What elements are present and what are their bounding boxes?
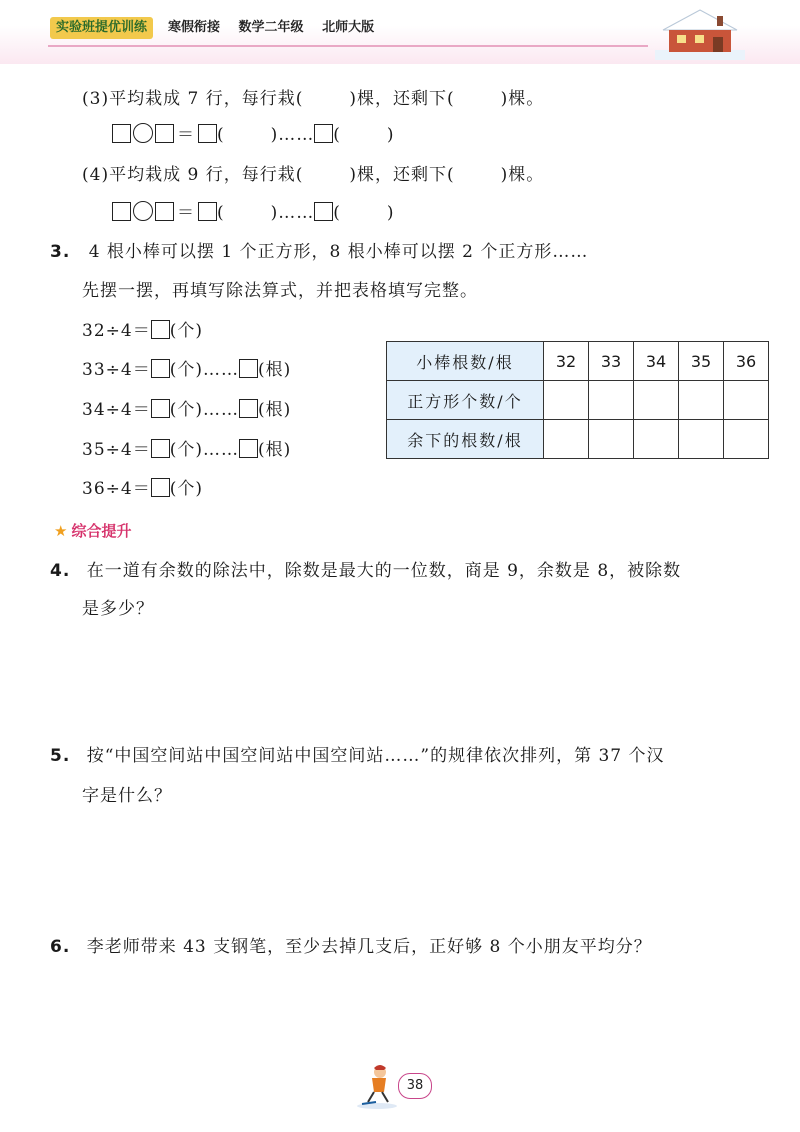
table-row-header: 小棒根数/根 [387, 342, 544, 381]
answer-box[interactable] [314, 124, 333, 143]
unit-ge: (个) [169, 400, 203, 420]
unit-gen: (根) [257, 360, 292, 380]
answer-box[interactable] [151, 320, 170, 339]
star-icon: ★ [54, 522, 68, 540]
page-number: 38 [398, 1073, 432, 1099]
question-number: 6. [50, 937, 71, 957]
q3-eq3-prefix: 34÷4＝ [82, 400, 151, 420]
q2-item3 [82, 84, 544, 109]
table-answer-cell[interactable] [679, 420, 724, 459]
q3-eq2 [82, 355, 291, 380]
paren-close: ) [270, 125, 279, 145]
q3-eq1 [82, 316, 203, 341]
section-title-text: 综合提升 [71, 522, 132, 540]
answer-box[interactable] [314, 202, 333, 221]
q3-eq5-prefix: 36÷4＝ [82, 479, 151, 499]
table-row [387, 420, 769, 459]
header-subject: 数学二年级 [238, 20, 304, 35]
table-answer-cell[interactable] [679, 381, 724, 420]
q2-item4-mid: )棵，还剩下( [349, 165, 455, 185]
operator-circle[interactable] [133, 201, 153, 221]
table-cell: 32 [544, 342, 589, 381]
remainder-dots: …… [202, 400, 239, 420]
answer-box[interactable] [151, 359, 170, 378]
remainder-dots: …… [202, 360, 239, 380]
sticks-table [386, 341, 769, 459]
q5-text1: 按“中国空间站中国空间站中国空间站……”的规律依次排列，第 37 个汉 [86, 746, 665, 766]
unit-ge: (个) [169, 360, 203, 380]
question-number: 5. [50, 746, 71, 766]
unit-ge: (个) [169, 321, 203, 341]
question-number: 4. [50, 561, 71, 581]
paren-open: ( [333, 125, 341, 145]
table-answer-cell[interactable] [544, 420, 589, 459]
q3-line2: 先摆一摆，再填写除法算式，并把表格填写完整。 [82, 281, 478, 301]
table-answer-cell[interactable] [634, 381, 679, 420]
operator-circle[interactable] [133, 123, 153, 143]
question-number: 3. [50, 242, 71, 262]
answer-box[interactable] [239, 399, 258, 418]
q2-item3-prefix: (3)平均栽成 7 行，每行栽( [82, 89, 304, 109]
table-row-header: 余下的根数/根 [387, 420, 544, 459]
q3-text1: 4 根小棒可以摆 1 个正方形，8 根小棒可以摆 2 个正方形…… [88, 242, 589, 262]
answer-box[interactable] [151, 478, 170, 497]
answer-box[interactable] [198, 202, 217, 221]
table-row-header: 正方形个数/个 [387, 381, 544, 420]
q2-item4-equation [112, 198, 395, 223]
snow-house-icon [655, 4, 745, 60]
answer-box[interactable] [155, 124, 174, 143]
q4-text1: 在一道有余数的除法中，除数是最大的一位数，商是 9，余数是 8，被除数 [86, 561, 682, 581]
q2-item4-prefix: (4)平均栽成 9 行，每行栽( [82, 165, 304, 185]
table-row [387, 342, 769, 381]
q5-line1 [50, 741, 665, 766]
q2-item4 [82, 160, 544, 185]
remainder-dots: …… [202, 440, 239, 460]
table-answer-cell[interactable] [634, 420, 679, 459]
header-edition: 北师大版 [322, 20, 375, 35]
table-answer-cell[interactable] [724, 420, 769, 459]
answer-box[interactable] [239, 439, 258, 458]
table-cell: 33 [589, 342, 634, 381]
table-row [387, 381, 769, 420]
q4-line2: 是多少？ [82, 599, 154, 619]
q6-text1: 李老师带来 43 支钢笔，至少去掉几支后，正好够 8 个小朋友平均分？ [86, 937, 652, 957]
remainder-dots: …… [278, 125, 315, 145]
section-heading [54, 520, 131, 541]
table-answer-cell[interactable] [724, 381, 769, 420]
q3-eq5 [82, 474, 203, 499]
answer-box[interactable] [198, 124, 217, 143]
paren-close: ) [270, 203, 279, 223]
q3-eq1-prefix: 32÷4＝ [82, 321, 151, 341]
paren-close: ) [386, 125, 395, 145]
paren-open: ( [217, 125, 225, 145]
answer-box[interactable] [112, 124, 131, 143]
unit-ge: (个) [169, 479, 203, 499]
q2-item4-end: )棵。 [500, 165, 545, 185]
q3-eq3 [82, 395, 291, 420]
q6-line1 [50, 932, 652, 957]
header-subtitle: 寒假衔接 [168, 20, 221, 35]
answer-box[interactable] [239, 359, 258, 378]
page-header [0, 0, 800, 64]
equals-sign: ＝ [177, 125, 195, 145]
q2-item3-mid: )棵，还剩下( [349, 89, 455, 109]
q2-item3-end: )棵。 [500, 89, 545, 109]
series-brand: 实验班提优训练 [50, 17, 153, 39]
header-info [168, 17, 388, 39]
q3-eq4 [82, 435, 291, 460]
remainder-dots: …… [278, 203, 315, 223]
answer-box[interactable] [151, 439, 170, 458]
answer-box[interactable] [151, 399, 170, 418]
q3-eq2-prefix: 33÷4＝ [82, 360, 151, 380]
table-answer-cell[interactable] [589, 381, 634, 420]
q2-item3-equation [112, 120, 395, 145]
q3-line1 [50, 237, 588, 262]
skating-child-icon [352, 1060, 402, 1110]
q3-eq4-prefix: 35÷4＝ [82, 440, 151, 460]
paren-open: ( [217, 203, 225, 223]
answer-box[interactable] [155, 202, 174, 221]
table-answer-cell[interactable] [589, 420, 634, 459]
header-divider [48, 45, 648, 47]
paren-open: ( [333, 203, 341, 223]
equals-sign: ＝ [177, 203, 195, 223]
table-cell: 36 [724, 342, 769, 381]
q5-line2: 字是什么？ [82, 786, 172, 806]
q4-line1 [50, 556, 681, 581]
table-answer-cell[interactable] [544, 381, 589, 420]
table-cell: 34 [634, 342, 679, 381]
unit-gen: (根) [257, 440, 292, 460]
answer-box[interactable] [112, 202, 131, 221]
table-cell: 35 [679, 342, 724, 381]
unit-gen: (根) [257, 400, 292, 420]
unit-ge: (个) [169, 440, 203, 460]
paren-close: ) [386, 203, 395, 223]
